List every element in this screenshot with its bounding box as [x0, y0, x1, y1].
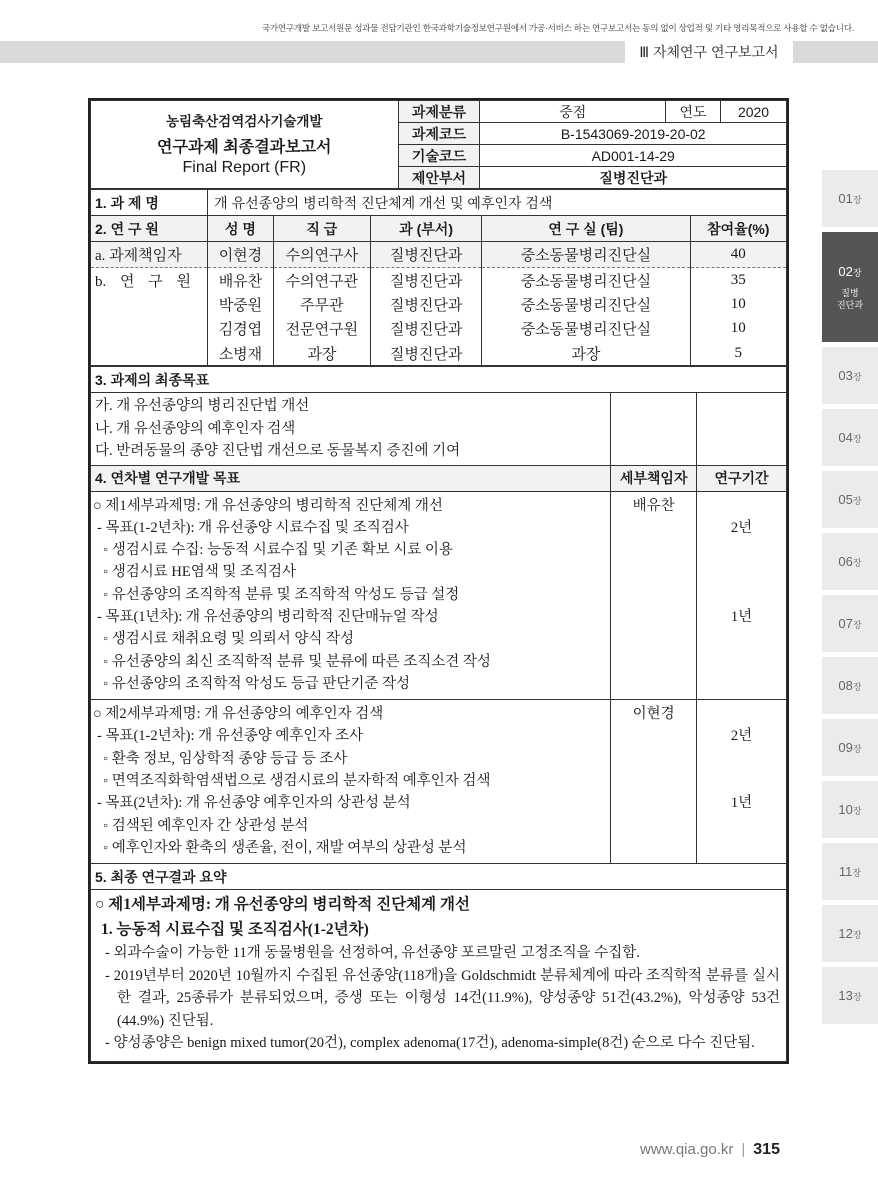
- subtask-1-row: [91, 491, 787, 700]
- lead-role: a. 과제책임자: [91, 242, 208, 268]
- page-number: 315: [753, 1141, 780, 1158]
- footer-separator: |: [741, 1141, 746, 1158]
- col-dept: 과 (부서): [371, 216, 482, 242]
- chapter-tab-03[interactable]: 03장: [822, 347, 878, 404]
- period-value: 2년: [730, 519, 753, 536]
- member-rank: 과장: [273, 341, 370, 366]
- report-header-table: [90, 100, 787, 189]
- subtask-1-lead: 배유찬: [611, 491, 697, 700]
- member-rank: 수의연구관: [273, 268, 370, 293]
- summary-paragraph: - 외과수술이 가능한 11개 동물병원을 선정하여, 유선종양 포르말린 고정조직을 수집함.: [105, 945, 640, 962]
- period-value: 2년: [730, 728, 753, 745]
- plan-line: - 목표(2년차): 개 유선종양 예후인자의 상관성 분석: [97, 795, 411, 812]
- dept-label: 제안부서: [398, 167, 480, 189]
- summary-heading: 1. 능동적 시료수집 및 조직검사(1-2년차): [101, 921, 369, 939]
- plan-line: ○ 제1세부과제명: 개 유선종양의 병리학적 진단체계 개선: [93, 497, 443, 514]
- member-lab: 중소동물병리진단실: [482, 292, 690, 317]
- year-label: 연도: [666, 101, 721, 123]
- dept-value: 질병진단과: [480, 167, 787, 189]
- chapter-tab-04[interactable]: 04장: [822, 409, 878, 466]
- plan-line: ◦ 예후인자와 환축의 생존율, 전이, 재발 여부의 상관성 분석: [103, 839, 467, 856]
- list-item: 나. 개 유선종양의 예후인자 검색: [95, 420, 296, 437]
- plan-line: ◦ 생검시료 수집: 능동적 시료수집 및 기존 확보 시료 이용: [103, 542, 453, 559]
- plan-line: - 목표(1-2년차): 개 유선종양 예후인자 조사: [97, 728, 364, 745]
- summary-label: 5. 최종 연구결과 요약: [91, 864, 787, 890]
- site-url[interactable]: www.qia.go.kr: [640, 1141, 734, 1158]
- col-rank: 직 급: [273, 216, 370, 242]
- member-dept: 질병진단과: [371, 292, 482, 317]
- col-lab: 연 구 실 (팀): [482, 216, 690, 242]
- subtask-2-row: [91, 700, 787, 864]
- section-title: Ⅲ 자체연구 연구보고서: [625, 41, 793, 63]
- plan-line: ◦ 면역조직화학염색법으로 생검시료의 분자학적 예후인자 검색: [103, 773, 491, 790]
- member-name: 박중원: [208, 292, 274, 317]
- period-value: 1년: [730, 608, 753, 625]
- member-lab: 중소동물병리진단실: [482, 268, 690, 293]
- subtask-2-periods: [697, 700, 787, 864]
- project-name-label: 1. 과 제 명: [91, 190, 208, 216]
- subtask-1-periods: [697, 491, 787, 700]
- chapter-tab-13[interactable]: 13장: [822, 967, 878, 1024]
- lead-name: 이현경: [208, 242, 274, 268]
- chapter-tab-01[interactable]: 01장: [822, 170, 878, 227]
- member-dept: 질병진단과: [371, 268, 482, 293]
- chapter-tab-11[interactable]: 11장: [822, 843, 878, 900]
- report-title-block: [91, 101, 399, 189]
- list-item: 다. 반려동물의 종양 진단법 개선으로 동물복지 증진에 기여: [95, 443, 461, 459]
- lead-dept: 질병진단과: [371, 242, 482, 268]
- chapter-tab-07[interactable]: 07장: [822, 595, 878, 652]
- final-goal-label: 3. 과제의 최종목표: [91, 367, 787, 393]
- plan-line: - 목표(1년차): 개 유선종양의 병리학적 진단매뉴얼 작성: [97, 608, 439, 625]
- plan-line: ◦ 환축 정보, 임상학적 종양 등급 등 조사: [103, 750, 348, 767]
- lead-rate: 40: [690, 242, 786, 268]
- member-rate: 10: [690, 292, 786, 317]
- col-subtask-lead: 세부책임자: [611, 465, 697, 491]
- period-value: 1년: [730, 795, 753, 812]
- plan-line: - 목표(1-2년차): 개 유선종양 시료수집 및 조직검사: [97, 519, 409, 536]
- year-value: 2020: [721, 101, 787, 123]
- disclaimer-text: 국가연구개발 보고서원문 성과물 전담기관인 한국과학기술정보연구원에서 가공·서비스 하는 연구보고서는 동의 없이 상업적 및 기타 영리목적으로 사용할 수 없습니다.: [261, 23, 854, 33]
- subtask-2-lead: 이현경: [611, 700, 697, 864]
- chapter-tab-12[interactable]: 12장: [822, 905, 878, 962]
- member-rank: 주무관: [273, 292, 370, 317]
- chapter-tab-10[interactable]: 10장: [822, 781, 878, 838]
- report-title: 연구과제 최종결과보고서: [157, 138, 332, 156]
- summary-paragraph: - 2019년부터 2020년 10월까지 수집된 유선종양(118개)을 Goldschmidt 분류체계에 따라 조직학적 분류를 실시한 결과, 25종류가 분류되었으며, 증생 또는 이형성 14건(11.9%), 양성종양 51건(43.2%), 악성종양 53건(44.9%) 진단됨.: [105, 967, 780, 1029]
- org-name: 농림축산검역검사기술개발: [166, 113, 323, 129]
- code-label: 과제코드: [398, 123, 480, 145]
- summary-body: [91, 890, 787, 1062]
- researchers-table: [90, 189, 787, 366]
- chapter-tab-05[interactable]: 05장: [822, 471, 878, 528]
- plan-line: ◦ 유선종양의 조직학적 악성도 등급 판단기준 작성: [103, 675, 411, 692]
- member-name: 소병재: [208, 341, 274, 366]
- member-rank: 전문연구원: [273, 317, 370, 342]
- member-lab: 중소동물병리진단실: [482, 317, 690, 342]
- member-rate: 5: [690, 341, 786, 366]
- plan-line: ◦ 생검시료 채취요령 및 의뢰서 양식 작성: [103, 631, 355, 648]
- plan-line: ◦ 유선종양의 조직학적 분류 및 조직학적 악성도 등급 설정: [103, 586, 460, 603]
- yearly-goals-label: 4. 연차별 연구개발 목표: [91, 465, 611, 491]
- member-dept: 질병진단과: [371, 317, 482, 342]
- tech-value: AD001-14-29: [480, 145, 787, 167]
- chapter-tab-09[interactable]: 09장: [822, 719, 878, 776]
- plan-line: ◦ 검색된 예후인자 간 상관성 분석: [103, 817, 309, 834]
- code-value: B-1543069-2019-20-02: [480, 123, 787, 145]
- chapter-tab-02[interactable]: 02장 질병 진단과: [822, 232, 878, 342]
- goals-table: [90, 366, 787, 1062]
- researchers-label: 2. 연 구 원: [91, 216, 208, 242]
- col-name: 성 명: [208, 216, 274, 242]
- member-dept: 질병진단과: [371, 341, 482, 366]
- member-rate: 10: [690, 317, 786, 342]
- plan-line: ◦ 유선종양의 최신 조직학적 분류 및 분류에 따른 조직소견 작성: [103, 653, 491, 670]
- project-name-value: 개 유선종양의 병리학적 진단체계 개선 및 예후인자 검색: [208, 190, 787, 216]
- final-goal-list: [91, 393, 611, 466]
- col-period: 연구기간: [697, 465, 787, 491]
- member-lab: 과장: [482, 341, 690, 366]
- plan-line: ◦ 생검시료 HE염색 및 조직검사: [103, 564, 297, 581]
- member-name: 배유찬: [208, 268, 274, 293]
- list-item: 가. 개 유선종양의 병리진단법 개선: [95, 398, 310, 414]
- report-document: [88, 98, 789, 1064]
- subtask-1-plan: [91, 491, 611, 700]
- summary-paragraph: - 양성종양은 benign mixed tumor(20건), complex adenoma(17건), adenoma-simple(8건) 순으로 다수 진단됨.: [105, 1035, 755, 1052]
- summary-subtask: ○ 제1세부과제명: 개 유선종양의 병리학적 진단체계 개선: [95, 896, 470, 914]
- table-row: [91, 317, 787, 342]
- category-value: 중점: [480, 101, 666, 123]
- chapter-tab-06[interactable]: 06장: [822, 533, 878, 590]
- chapter-tabs: [822, 170, 878, 1029]
- plan-line: ○ 제2세부과제명: 개 유선종양의 예후인자 검색: [93, 706, 384, 723]
- tech-label: 기술코드: [398, 145, 480, 167]
- col-rate: 참여율(%): [690, 216, 786, 242]
- page-footer: [640, 1141, 780, 1159]
- members-role: b. 연 구 원: [91, 268, 208, 293]
- table-row: [91, 341, 787, 366]
- subtask-2-plan: [91, 700, 611, 864]
- lead-lab: 중소동물병리진단실: [482, 242, 690, 268]
- report-title-en: Final Report (FR): [182, 158, 307, 176]
- table-row: [91, 292, 787, 317]
- table-row: [91, 268, 787, 293]
- member-rate: 35: [690, 268, 786, 293]
- lead-rank: 수의연구사: [273, 242, 370, 268]
- member-name: 김경엽: [208, 317, 274, 342]
- chapter-tab-08[interactable]: 08장: [822, 657, 878, 714]
- category-label: 과제분류: [398, 101, 480, 123]
- table-row: [91, 242, 787, 268]
